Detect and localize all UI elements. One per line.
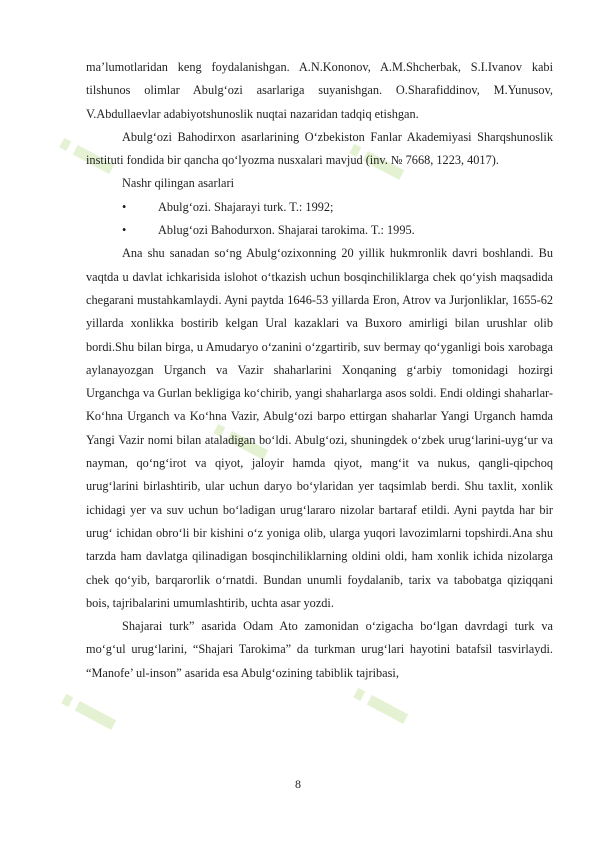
paragraph: Shajarai turk” asarida Odam Ato zamonidan o‘zigacha bo‘lgan davrdagi turk va mo‘g‘ul urug‘larini, “Shajari Tarokima” da turkman urug‘lari hayotini batafsil tasvirlaydi. “Manofe’ ul-inson” asarida esa Abulg‘ozining tabiblik tajribasi, <box>86 619 553 680</box>
watermark-logo: i <box>45 683 133 743</box>
paragraph: Abulg‘ozi Bahodirxon asarlarining O‘zbekiston Fanlar Akademiyasi Sharqshunoslik instituti fondida bir qancha qo‘lyozma nusxalari mavjud (inv. № 7668, 1223, 4017). <box>86 129 553 168</box>
paragraph: Ana shu sanadan so‘ng Abulg‘ozixonning 20 yillik hukmronlik davri boshlandi. Bu vaqtda u davlat ichkarisida islohot o‘tkazish uchun bosqinchiliklarga chek qo‘yish maqsadida chegarani mustahkamlaydi. Ayni paytda 1646-53 yillarda Eron, Atrov va Jurjonliklar, 1655-62 yillarda xonlikka bostirib kelgan Ural kazaklari va Buxoro amirligi bilan urushlar olib bordi.Shu bilan birga, u Amudaryo o‘zanini o‘zgartirib, suv bermay qo‘yganligi bois xarobaga aylanayozgan Urganch va Vazir shaharlarini Xonqaning g‘arbiy tomonidagi hozirgi Urganchga va Gurlan bekligiga ko‘chirib, yangi shaharlarga asos soldi. Endi oldingi shaharlar-Ko‘hna Urganch va Ko‘hna Vazir, Abulg‘ozi barpo ettirgan shaharlar Yangi Urganch hamda Yangi Vazir nomi bilan ataladigan bo‘ldi. Abulg‘ozi, shuningdek o‘zbek urug‘larini-uyg‘ur va nayman, qo‘ng‘irot va qiyot, jaloyir hamda qiyot, mang‘it va nukus, qangli-qipchoq urug‘larini birlashtirib, ular uchun daryo bo‘ylaridan yer taqsimlab berdi. Shu taxlit, xonlik ichidagi yer va suv uchun bo‘ladigan urug‘lararo nizolar bartaraf etildi. Ayni paytda har bir urug‘ ichidan obro‘li bir kishini o‘z yoniga olib, ularga yuqori lavozimlarni topshirdi.Ana shu tarzda ham davlatga qilinadigan bosqinchiliklarning oldini oldi, ham xonlik ichida nizolarga chek qo‘yib, barqarorlik o‘rnatdi. Bundan unumli foydalanib, tarix va tabobatga qiziqqani bois, tajribalarini umumlashtirib, uchta asar yozdi. <box>86 246 553 610</box>
bullet-marker: • <box>122 223 127 238</box>
page-number: 8 <box>295 777 301 791</box>
list-item-text: Ablug‘ozi Bahodurxon. Shajarai tarokima. T.: 1995. <box>158 223 415 238</box>
watermark-logo: i <box>43 127 131 187</box>
list-item-text: Abulg‘ozi. Shajarayi turk. T.: 1992; <box>158 199 334 214</box>
section-heading: Nashr qilingan asarlari <box>122 176 234 191</box>
bullet-marker: • <box>122 199 127 214</box>
paragraph: ma’lumotlaridan keng foydalanishgan. A.N.Kononov, A.M.Shcherbak, S.I.Ivanov kabi tilshunos olimlar Abulg‘ozi asarlariga suyanishgan. O.Sharafiddinov, M.Yunusov, V.Abdullaevlar adabiyotshunoslik nuqtai nazaridan tadqiq etishgan. <box>86 60 553 121</box>
watermark-logo: i <box>333 133 421 193</box>
list-item <box>86 196 553 219</box>
watermark-logo: i <box>337 677 425 737</box>
watermark-logo: i <box>197 413 285 473</box>
list-item <box>86 219 553 242</box>
body-text <box>86 56 553 685</box>
